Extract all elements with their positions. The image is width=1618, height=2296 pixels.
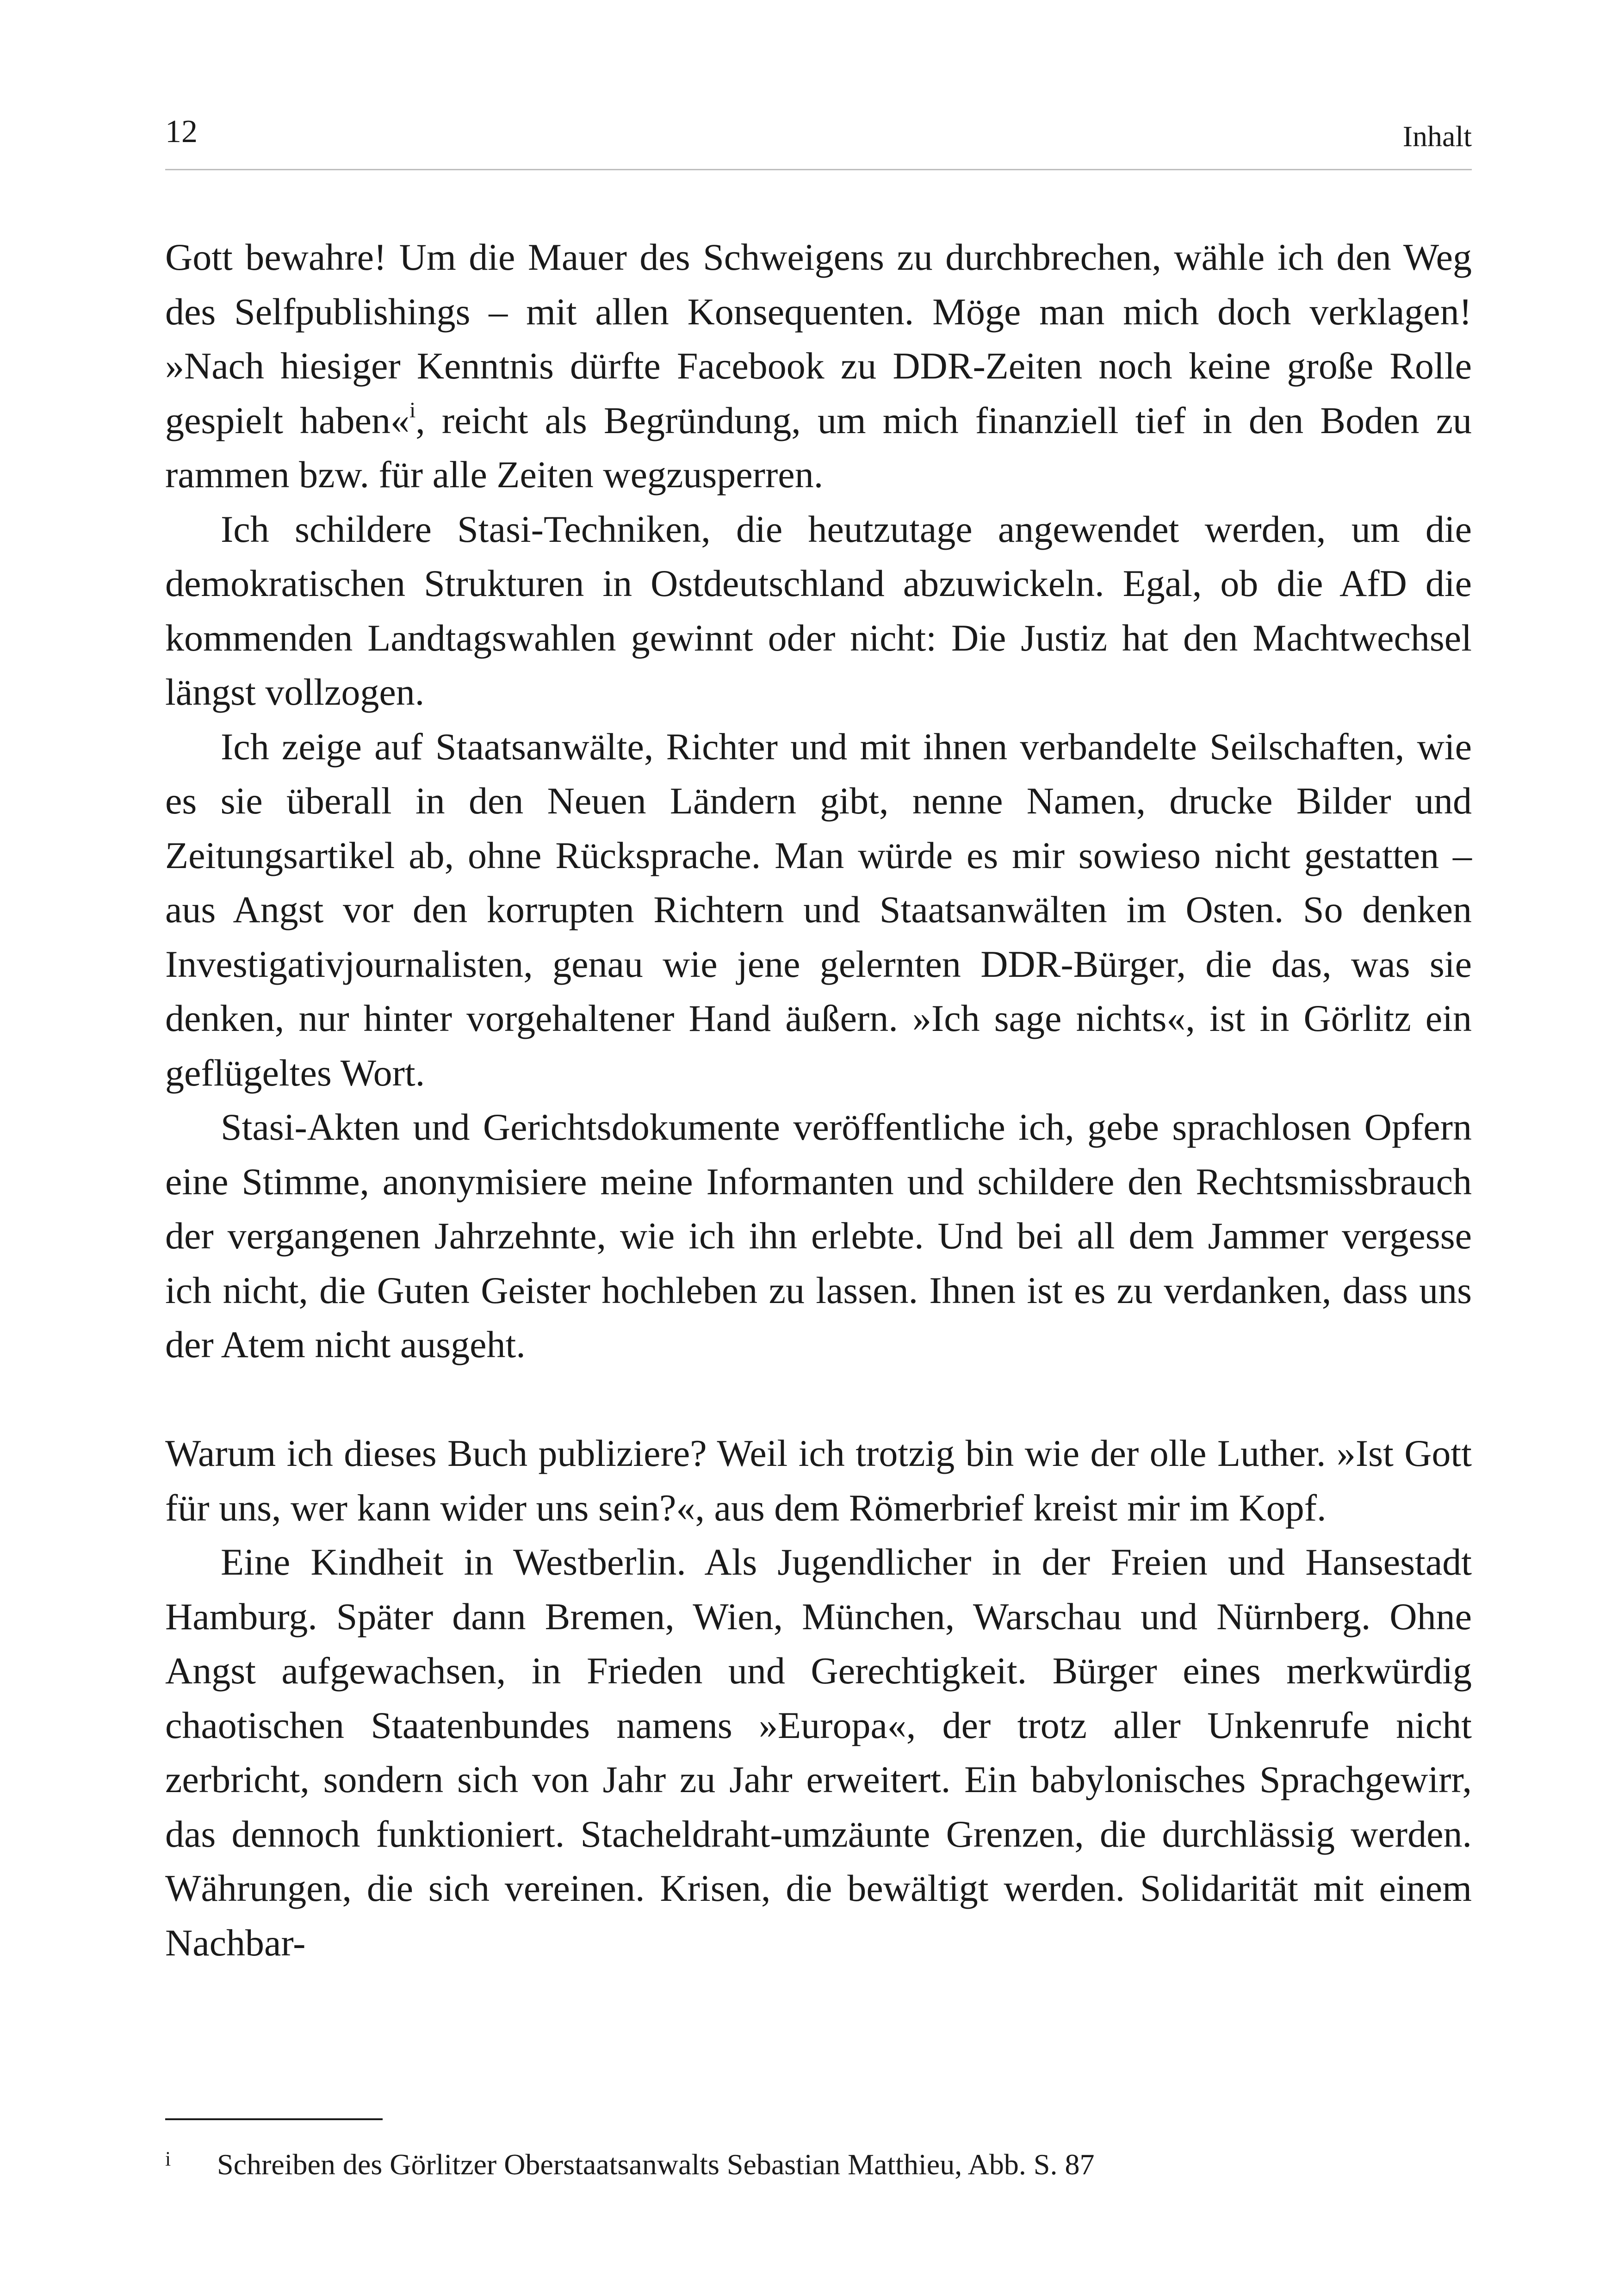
page-number: 12 bbox=[165, 114, 198, 149]
body-text bbox=[165, 230, 1472, 1970]
paragraph-1-text-a: Gott bewahre! Um die Mauer des Schweigens zu durchbrechen, wähle ich den Weg des Selfpublishings – mit allen Konsequenten. Möge man mich doch verklagen! »Nach hiesiger Kenntnis dürfte Facebook zu DDR-Zeiten noch keine große Rolle gespielt haben« bbox=[165, 236, 1472, 441]
paragraph-4: Stasi-Akten und Gerichtsdokumente veröffentliche ich, gebe sprachlosen Opfern eine Stimme, anonymisiere meine Informanten und schildere den Rechtsmissbrauch der vergangenen Jahrzehnte, wie ich ihn erlebte. Und bei all dem Jammer vergesse ich nicht, die Guten Geister hochleben zu lassen. Ihnen ist es zu verdanken, dass uns der Atem nicht ausgeht. bbox=[165, 1106, 1472, 1365]
footnote-rule bbox=[165, 2118, 383, 2120]
paragraph-3: Ich zeige auf Staatsanwälte, Richter und mit ihnen verbandelte Seilschaften, wie es sie überall in den Neuen Ländern gibt, nenne Namen, drucke Bilder und Zeitungsartikel ab, ohne Rücksprache. Man würde es mir sowieso nicht gestatten – aus Angst vor den korrupten Richtern und Staatsanwälten im Osten. So denken Investigativjournalisten, genau wie jene gelernten DDR-Bürger, die das, was sie denken, nur hinter vorgehaltener Hand äußern. »Ich sage nichts«, ist in Görlitz ein geflügeltes Wort. bbox=[165, 725, 1472, 1094]
paragraph-5: Warum ich dieses Buch publiziere? Weil ich trotzig bin wie der olle Luther. »Ist Gott für uns, wer kann wider uns sein?«, aus dem Römerbrief kreist mir im Kopf. bbox=[165, 1432, 1472, 1529]
footnote-reference: i bbox=[409, 397, 416, 422]
footnote-mark: i bbox=[165, 2147, 171, 2170]
paragraph-6: Eine Kindheit in Westberlin. Als Jugendlicher in der Freien und Hansestadt Hamburg. Später dann Bremen, Wien, München, Warschau und Nürnberg. Ohne Angst aufgewachsen, in Frieden und Gerechtigkeit. Bürger eines merkwürdig chaotischen Staatenbundes namens »Europa«, der trotz aller Unkenrufe nicht zerbricht, sondern sich von Jahr zu Jahr erweitert. Ein babylonisches Sprachgewirr, das dennoch funktioniert. Stacheldraht-umzäunte Grenzen, die durchlässig werden. Währungen, die sich vereinen. Krisen, die bewältigt werden. Solidarität mit einem Nachbar- bbox=[165, 1541, 1472, 1964]
paragraph-1-text-b: , reicht als Begründung, um mich finanziell tief in den Boden zu rammen bzw. für alle Zeiten wegzusperren. bbox=[165, 399, 1472, 496]
page-header bbox=[165, 109, 1472, 170]
running-head: Inhalt bbox=[1402, 120, 1472, 153]
paragraph-2: Ich schildere Stasi-Techniken, die heutzutage angewendet werden, um die demokratischen Strukturen in Ostdeutschland abzuwickeln. Egal, ob die AfD die kommenden Landtagswahlen gewinnt oder nicht: Die Justiz hat den Machtwechsel längst vollzogen. bbox=[165, 508, 1472, 713]
footnote-text: Schreiben des Görlitzer Oberstaatsanwalts Sebastian Matthieu, Abb. S. 87 bbox=[217, 2148, 1095, 2181]
paragraph-1 bbox=[165, 230, 1472, 502]
